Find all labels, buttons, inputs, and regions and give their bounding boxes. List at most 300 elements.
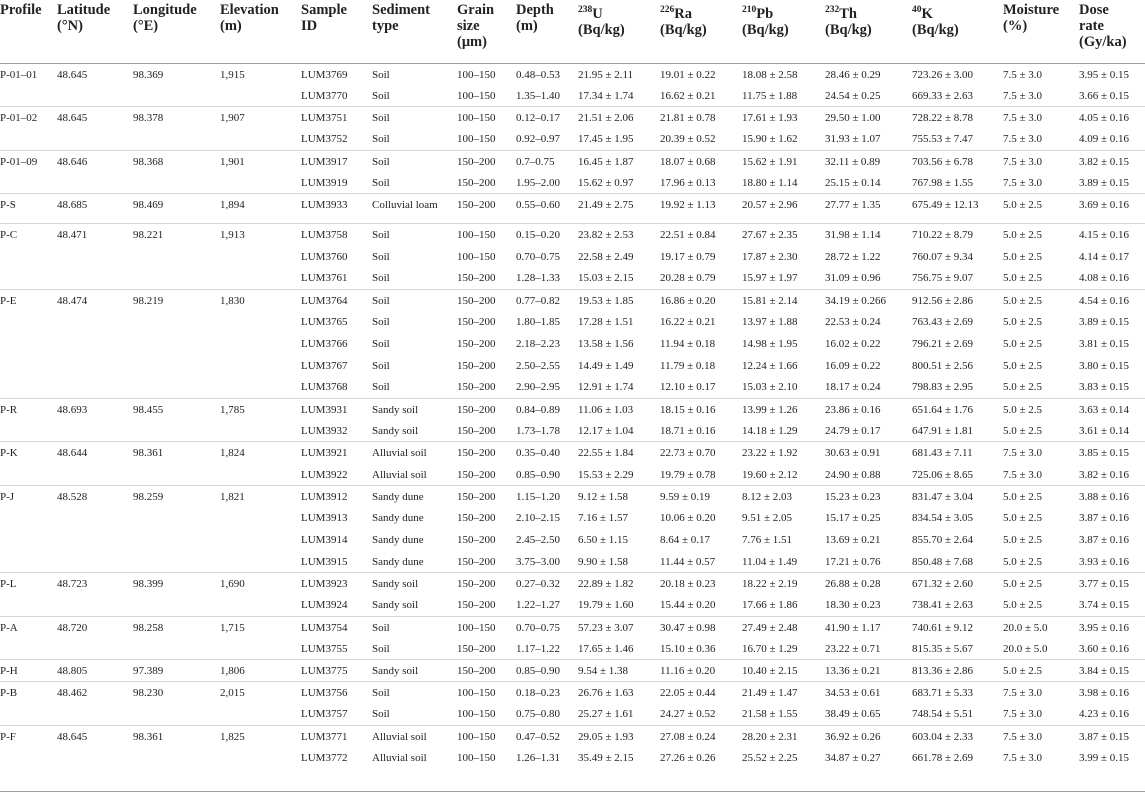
table-cell: 31.98 ± 1.14	[825, 224, 912, 246]
table-cell: 21.58 ± 1.55	[742, 708, 798, 721]
table-cell: 681.43 ± 7.11	[912, 442, 1003, 464]
table-cell: 3.80 ± 0.15	[1079, 359, 1130, 372]
table-cell: 767.98 ± 1.55	[912, 176, 974, 189]
table-cell: 57.23 ± 3.07	[578, 616, 660, 638]
table-cell: 7.5 ± 3.0	[1003, 150, 1079, 172]
table-cell: 7.5 ± 3.0	[1003, 107, 1079, 129]
table-cell	[57, 551, 133, 573]
table-cell: LUM3761	[301, 272, 348, 285]
table-cell: 150–200	[457, 337, 496, 350]
table-cell: 48.528	[57, 485, 133, 507]
table-cell: 1,830	[220, 289, 301, 311]
table-cell: LUM3754	[301, 616, 372, 638]
table-cell	[0, 529, 57, 551]
bottom-rule	[0, 791, 1145, 792]
table-cell: 5.0 ± 2.5	[1003, 289, 1079, 311]
table-cell: 48.723	[57, 573, 133, 595]
table-row	[0, 485, 1145, 507]
table-cell	[220, 703, 301, 725]
table-cell: 9.12 ± 1.58	[578, 485, 660, 507]
table-cell: P-01–02	[0, 107, 57, 129]
table-cell: Sandy dune	[372, 512, 424, 525]
table-cell: 100–150	[457, 682, 516, 704]
table-cell: 38.49 ± 0.65	[825, 708, 881, 721]
table-cell: Soil	[372, 133, 390, 146]
table-cell: 150–200	[457, 485, 516, 507]
table-cell: 3.93 ± 0.16	[1079, 555, 1130, 568]
table-cell: 15.97 ± 1.97	[742, 272, 798, 285]
column-header: Longitude (°E)	[133, 2, 197, 34]
table-cell: 150–200	[457, 272, 496, 285]
table-cell: 0.75–0.80	[516, 708, 560, 721]
table-cell	[0, 464, 57, 486]
table-cell: 798.83 ± 2.95	[912, 381, 974, 394]
table-cell: 1,824	[220, 442, 301, 464]
table-row	[0, 464, 1145, 486]
table-cell: 815.35 ± 5.67	[912, 642, 974, 655]
table-cell: 2.45–2.50	[516, 533, 560, 546]
table-cell: 150–200	[457, 359, 496, 372]
table-cell: 17.66 ± 1.86	[742, 599, 798, 612]
table-row	[0, 747, 1145, 769]
table-body	[0, 63, 1145, 769]
table-cell	[0, 551, 57, 573]
table-cell: 7.16 ± 1.57	[578, 512, 629, 525]
table-cell	[0, 246, 57, 268]
table-cell	[133, 594, 220, 616]
table-row	[0, 442, 1145, 464]
table-cell: LUM3922	[301, 468, 348, 481]
table-cell: Alluvial soil	[372, 751, 427, 764]
table-cell: 150–200	[457, 599, 496, 612]
table-cell: 7.5 ± 3.0	[1003, 68, 1043, 81]
table-cell: Soil	[372, 315, 390, 328]
table-cell	[57, 464, 133, 486]
table-cell	[57, 747, 133, 769]
table-cell: 1.73–1.78	[516, 424, 560, 437]
table-cell: 5.0 ± 2.5	[1003, 315, 1043, 328]
table-cell: 5.0 ± 2.5	[1003, 194, 1079, 224]
table-cell: LUM3755	[301, 642, 348, 655]
table-cell: 100–150	[457, 133, 496, 146]
table-cell: Sandy dune	[372, 485, 457, 507]
table-cell: Alluvial soil	[372, 442, 457, 464]
table-cell: 28.72 ± 1.22	[825, 250, 881, 263]
table-cell: 21.51 ± 2.06	[578, 107, 660, 129]
table-cell: 16.09 ± 0.22	[825, 359, 881, 372]
table-cell: 100–150	[457, 616, 516, 638]
table-cell	[57, 355, 133, 377]
table-cell: 0.84–0.89	[516, 398, 578, 420]
table-cell: 671.32 ± 2.60	[912, 573, 1003, 595]
table-cell: 98.361	[133, 442, 220, 464]
table-cell: 0.55–0.60	[516, 194, 578, 224]
column-header: $^{210}$Pb (Bq/kg)	[742, 5, 789, 38]
table-cell: 11.75 ± 1.88	[742, 89, 798, 102]
table-cell: 4.15 ± 0.16	[1079, 224, 1145, 246]
table-cell: 1,915	[220, 68, 245, 81]
table-cell: 22.53 ± 0.24	[825, 315, 881, 328]
table-cell	[220, 638, 301, 660]
table-cell: LUM3917	[301, 150, 372, 172]
table-row	[0, 289, 1145, 311]
table-cell: 16.02 ± 0.22	[825, 337, 881, 350]
table-cell: 100–150	[457, 751, 496, 764]
table-cell: 27.08 ± 0.24	[660, 725, 742, 747]
table-row	[0, 355, 1145, 377]
table-cell: 850.48 ± 7.68	[912, 555, 974, 568]
table-row	[0, 246, 1145, 268]
table-cell: Sandy soil	[372, 424, 419, 437]
table-cell: 2.50–2.55	[516, 359, 560, 372]
table-cell: 756.75 ± 9.07	[912, 272, 974, 285]
table-cell: 48.693	[57, 398, 133, 420]
table-cell: 98.230	[133, 682, 220, 704]
table-cell: P-H	[0, 660, 57, 682]
table-cell: 831.47 ± 3.04	[912, 485, 1003, 507]
table-cell: 100–150	[457, 250, 496, 263]
table-cell: 100–150	[457, 107, 516, 129]
table-cell: 48.471	[57, 224, 133, 246]
table-cell	[0, 333, 57, 355]
table-cell: 25.52 ± 2.25	[742, 751, 798, 764]
table-cell: 12.91 ± 1.74	[578, 381, 634, 394]
table-cell: 21.49 ± 2.75	[578, 194, 660, 224]
table-cell	[220, 529, 301, 551]
table-cell: 1.15–1.20	[516, 485, 578, 507]
table-cell: 15.62 ± 1.91	[742, 150, 825, 172]
table-cell: 11.06 ± 1.03	[578, 398, 660, 420]
table-cell: P-R	[0, 398, 57, 420]
table-cell: 3.81 ± 0.15	[1079, 337, 1130, 350]
table-cell: 7.5 ± 3.0	[1003, 176, 1043, 189]
table-cell: 18.08 ± 2.58	[742, 68, 798, 81]
table-cell: 19.79 ± 0.78	[660, 468, 716, 481]
table-cell	[220, 267, 301, 289]
table-row	[0, 376, 1145, 398]
table-cell	[133, 267, 220, 289]
table-cell: 98.368	[133, 150, 220, 172]
column-header: Latitude (°N)	[57, 2, 111, 34]
table-cell: 31.93 ± 1.07	[825, 133, 881, 146]
table-cell: P-E	[0, 289, 57, 311]
table-cell: P-F	[0, 725, 57, 747]
table-cell: 5.0 ± 2.5	[1003, 398, 1079, 420]
table-cell: 98.361	[133, 725, 220, 747]
table-cell: 14.49 ± 1.49	[578, 359, 634, 372]
table-cell: 7.5 ± 3.0	[1003, 89, 1043, 102]
table-cell: 7.5 ± 3.0	[1003, 442, 1079, 464]
table-cell: LUM3775	[301, 660, 372, 682]
table-cell: 9.90 ± 1.58	[578, 555, 629, 568]
table-cell	[0, 376, 57, 398]
table-cell: LUM3772	[301, 751, 348, 764]
table-row	[0, 616, 1145, 638]
table-cell: 7.5 ± 3.0	[1003, 725, 1079, 747]
table-cell: LUM3933	[301, 194, 372, 224]
table-cell: LUM3764	[301, 289, 372, 311]
table-cell: Soil	[372, 150, 457, 172]
table-row	[0, 682, 1145, 704]
table-cell: 34.19 ± 0.266	[825, 289, 912, 311]
table-cell: 5.0 ± 2.5	[1003, 485, 1079, 507]
table-cell: P-01–09	[0, 150, 57, 172]
table-cell: 150–200	[457, 381, 496, 394]
table-cell: LUM3765	[301, 315, 348, 328]
table-cell: 675.49 ± 12.13	[912, 194, 1003, 224]
table-cell: 150–200	[457, 289, 516, 311]
table-cell: 3.88 ± 0.16	[1079, 485, 1145, 507]
table-cell: 738.41 ± 2.63	[912, 599, 974, 612]
table-cell: 19.17 ± 0.79	[660, 250, 716, 263]
table-cell: LUM3915	[301, 555, 348, 568]
table-cell: 150–200	[457, 512, 496, 525]
table-cell: Soil	[372, 359, 390, 372]
table-cell: 2.18–2.23	[516, 337, 560, 350]
table-cell: 5.0 ± 2.5	[1003, 424, 1043, 437]
table-cell: 41.90 ± 1.17	[825, 616, 912, 638]
table-cell: 25.15 ± 0.14	[825, 176, 881, 189]
table-row	[0, 420, 1145, 442]
table-cell: 3.82 ± 0.15	[1079, 150, 1145, 172]
table-cell: 1.26–1.31	[516, 751, 560, 764]
table-row	[0, 398, 1145, 420]
table-cell: 98.399	[133, 573, 220, 595]
table-cell	[57, 128, 133, 150]
table-cell: 3.84 ± 0.15	[1079, 660, 1145, 682]
table-cell	[220, 128, 301, 150]
table-cell: 1,806	[220, 660, 301, 682]
table-row	[0, 172, 1145, 194]
table-cell: 23.86 ± 0.16	[825, 398, 912, 420]
column-header: $^{232}$Th (Bq/kg)	[825, 5, 872, 38]
table-cell: 48.474	[57, 289, 133, 311]
table-cell: 4.23 ± 0.16	[1079, 708, 1130, 721]
table-cell: 0.77–0.82	[516, 289, 578, 311]
table-cell: 48.644	[57, 442, 133, 464]
table-cell: 16.70 ± 1.29	[742, 642, 798, 655]
table-cell: 1.80–1.85	[516, 315, 560, 328]
table-cell: 11.94 ± 0.18	[660, 337, 716, 350]
table-cell: Soil	[372, 289, 457, 311]
table-cell: 3.87 ± 0.15	[1079, 725, 1145, 747]
table-cell: 19.79 ± 1.60	[578, 599, 634, 612]
table-cell: 15.10 ± 0.36	[660, 642, 716, 655]
table-cell: Soil	[372, 176, 390, 189]
table-cell: 3.98 ± 0.16	[1079, 682, 1145, 704]
table-cell: 21.49 ± 1.47	[742, 682, 825, 704]
table-cell: 100–150	[457, 708, 496, 721]
column-header: Depth (m)	[516, 2, 554, 34]
table-cell	[133, 703, 220, 725]
table-cell: 22.89 ± 1.82	[578, 573, 660, 595]
table-cell: Soil	[372, 250, 390, 263]
table-cell: 48.645	[57, 725, 133, 747]
table-cell: 11.04 ± 1.49	[742, 555, 798, 568]
table-cell: 48.462	[57, 682, 133, 704]
table-cell: 7.5 ± 3.0	[1003, 133, 1043, 146]
table-cell: 15.03 ± 2.10	[742, 381, 798, 394]
table-cell: LUM3912	[301, 485, 372, 507]
table-cell: 5.0 ± 2.5	[1003, 381, 1043, 394]
table-cell: 24.90 ± 0.88	[825, 468, 881, 481]
table-cell	[57, 376, 133, 398]
table-cell: 26.76 ± 1.63	[578, 682, 660, 704]
table-cell: 98.455	[133, 398, 220, 420]
column-header: Grain size (μm)	[457, 2, 495, 50]
table-cell: 21.95 ± 2.11	[578, 68, 634, 81]
table-cell	[133, 747, 220, 769]
table-cell: 740.61 ± 9.12	[912, 616, 1003, 638]
table-row	[0, 63, 1145, 85]
table-row	[0, 573, 1145, 595]
table-cell: 48.805	[57, 660, 133, 682]
table-cell: 3.75–3.00	[516, 555, 560, 568]
table-cell: 0.47–0.52	[516, 725, 578, 747]
table-cell: LUM3924	[301, 599, 348, 612]
table-cell: 18.07 ± 0.68	[660, 150, 742, 172]
table-cell: 15.81 ± 2.14	[742, 289, 825, 311]
table-cell: 100–150	[457, 68, 496, 81]
table-cell: 18.15 ± 0.16	[660, 398, 742, 420]
table-cell: 0.70–0.75	[516, 616, 578, 638]
table-cell: 1,825	[220, 725, 301, 747]
table-cell: Sandy soil	[372, 573, 457, 595]
table-cell: 25.27 ± 1.61	[578, 708, 634, 721]
table-cell: 683.71 ± 5.33	[912, 682, 1003, 704]
table-cell: 100–150	[457, 89, 496, 102]
table-cell	[57, 638, 133, 660]
table-cell: 9.51 ± 2.05	[742, 512, 793, 525]
table-cell: Sandy dune	[372, 533, 424, 546]
table-cell	[220, 594, 301, 616]
table-cell: 3.95 ± 0.15	[1079, 68, 1130, 81]
table-row	[0, 660, 1145, 682]
table-cell: 10.06 ± 0.20	[660, 512, 716, 525]
table-cell: 34.53 ± 0.61	[825, 682, 912, 704]
table-cell	[220, 246, 301, 268]
table-cell: 3.66 ± 0.15	[1079, 89, 1130, 102]
table-cell: 748.54 ± 5.51	[912, 708, 974, 721]
table-cell: 17.28 ± 1.51	[578, 315, 634, 328]
table-cell: 150–200	[457, 150, 516, 172]
table-cell: 2.90–2.95	[516, 381, 560, 394]
table-cell: Sandy soil	[372, 599, 419, 612]
table-cell: LUM3752	[301, 133, 348, 146]
table-cell: 32.11 ± 0.89	[825, 150, 912, 172]
table-cell	[133, 464, 220, 486]
table-cell: 3.60 ± 0.16	[1079, 642, 1130, 655]
table-cell: 13.36 ± 0.21	[825, 660, 912, 682]
table-cell: 9.59 ± 0.19	[660, 485, 742, 507]
table-cell: P-B	[0, 682, 57, 704]
table-row	[0, 551, 1145, 573]
table-cell: 34.87 ± 0.27	[825, 751, 881, 764]
table-cell: 813.36 ± 2.86	[912, 660, 1003, 682]
table-cell: 651.64 ± 1.76	[912, 398, 1003, 420]
table-cell: 16.45 ± 1.87	[578, 150, 660, 172]
table-cell: 912.56 ± 2.86	[912, 289, 1003, 311]
table-cell: 17.21 ± 0.76	[825, 555, 881, 568]
table-cell: 98.259	[133, 485, 220, 507]
column-header: Moisture (%)	[1003, 2, 1060, 34]
table-cell: 150–200	[457, 176, 496, 189]
table-cell: 4.14 ± 0.17	[1079, 250, 1130, 263]
table-cell: Soil	[372, 708, 390, 721]
table-cell: 30.47 ± 0.98	[660, 616, 742, 638]
table-cell: 17.87 ± 2.30	[742, 250, 798, 263]
table-cell: 36.92 ± 0.26	[825, 725, 912, 747]
table-cell	[57, 507, 133, 529]
table-cell: 7.76 ± 1.51	[742, 533, 793, 546]
table-cell: 98.369	[133, 68, 164, 81]
table-cell	[220, 464, 301, 486]
table-cell: 19.01 ± 0.22	[660, 68, 716, 81]
table-cell: 150–200	[457, 468, 496, 481]
table-cell: Soil	[372, 272, 390, 285]
table-cell	[0, 747, 57, 769]
table-cell: Soil	[372, 682, 457, 704]
table-cell	[133, 551, 220, 573]
table-cell: 0.12–0.17	[516, 107, 578, 129]
table-cell: 1,907	[220, 107, 301, 129]
table-cell: 16.86 ± 0.20	[660, 289, 742, 311]
table-cell: 48.685	[57, 194, 133, 224]
table-cell: 21.81 ± 0.78	[660, 107, 742, 129]
table-cell: 8.64 ± 0.17	[660, 533, 711, 546]
table-cell: Soil	[372, 68, 390, 81]
table-cell: 150–200	[457, 533, 496, 546]
table-cell	[0, 311, 57, 333]
table-cell: 855.70 ± 2.64	[912, 533, 974, 546]
table-cell	[0, 172, 57, 194]
table-row	[0, 150, 1145, 172]
table-cell: 763.43 ± 2.69	[912, 315, 974, 328]
table-cell: 1.95–2.00	[516, 176, 560, 189]
table-cell: 150–200	[457, 398, 516, 420]
table-cell: 723.26 ± 3.00	[912, 68, 974, 81]
table-cell: 35.49 ± 2.15	[578, 751, 634, 764]
table-cell	[57, 267, 133, 289]
table-cell: 20.28 ± 0.79	[660, 272, 716, 285]
table-cell: 20.18 ± 0.23	[660, 573, 742, 595]
table-cell: 3.87 ± 0.16	[1079, 533, 1130, 546]
table-cell: 17.45 ± 1.95	[578, 133, 634, 146]
table-cell: 0.7–0.75	[516, 150, 578, 172]
table-cell	[133, 529, 220, 551]
table-cell: LUM3932	[301, 424, 348, 437]
table-cell: P-A	[0, 616, 57, 638]
table-cell: 150–200	[457, 573, 516, 595]
table-cell: 3.77 ± 0.15	[1079, 573, 1145, 595]
table-cell: 19.92 ± 1.13	[660, 194, 742, 224]
table-cell: LUM3756	[301, 682, 372, 704]
table-cell: LUM3760	[301, 250, 348, 263]
table-cell: 1.17–1.22	[516, 642, 560, 655]
table-cell: 15.90 ± 1.62	[742, 133, 798, 146]
table-cell: 16.62 ± 0.21	[660, 89, 716, 102]
table-cell	[133, 638, 220, 660]
table-cell	[220, 333, 301, 355]
table-row	[0, 194, 1145, 224]
column-header: Profile	[0, 2, 42, 18]
table-cell: 13.69 ± 0.21	[825, 533, 881, 546]
table-row	[0, 128, 1145, 150]
table-cell: 12.10 ± 0.17	[660, 381, 716, 394]
table-cell: 15.23 ± 0.23	[825, 485, 912, 507]
table-cell: P-S	[0, 194, 57, 224]
table-cell: 5.0 ± 2.5	[1003, 573, 1079, 595]
